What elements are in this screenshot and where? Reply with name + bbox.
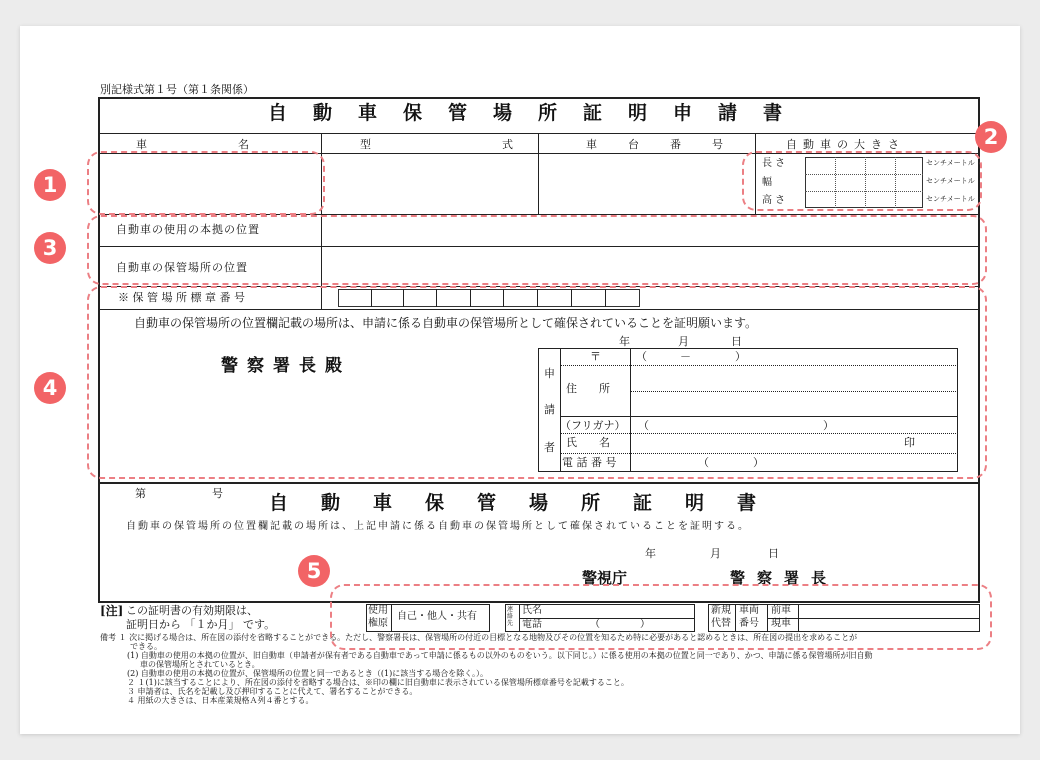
use-rights-2: 権原 bbox=[368, 618, 388, 629]
form-label: 別記様式第１号（第１条関係） bbox=[100, 83, 254, 96]
highlight-region-3 bbox=[87, 215, 987, 285]
form-title: 自動車保管場所証明申請書 bbox=[268, 102, 809, 124]
col-chassis-number: 車 台 番 号 bbox=[586, 138, 733, 151]
remark-line: 車の保管場所とされているとき。 bbox=[140, 660, 260, 669]
contact-name: 氏名 bbox=[522, 605, 542, 616]
col-vehicle-size: 自動車の大きさ bbox=[786, 138, 905, 151]
prev-car-label: 前車 bbox=[771, 605, 791, 616]
applicant-side-3: 者 bbox=[544, 441, 555, 454]
issuer-agency: 警視庁 bbox=[582, 569, 628, 587]
badge-1: 1 bbox=[34, 169, 66, 201]
remark-line: ２ １(1)に該当することにより、所在図の添付を省略する場合は、※印の欄に旧自動車に表示されている保管場所標章番号を記載すること。 bbox=[127, 678, 629, 687]
sign-number-label: ※ 保 管 場 所 標 章 番 号 bbox=[118, 291, 245, 304]
unit-length: センチメートル bbox=[926, 159, 975, 167]
size-width-label: 幅 bbox=[762, 177, 772, 188]
postal-mark: 〒 bbox=[590, 350, 601, 363]
storage-place-label: 自動車の保管場所の位置 bbox=[116, 261, 248, 274]
highlight-region-4 bbox=[87, 286, 987, 479]
new-replace-1: 新規 bbox=[711, 605, 731, 616]
remark-line: 備考 １ 次に掲げる場合は、所在図の添付を省略することができる。ただし、警察署長は、保管場所の付近の目標となる地物及びその位置を知るため特に必要があると認めるときは、所在図の提出を求めることが bbox=[100, 633, 858, 642]
remark-line: ４ 用紙の大きさは、日本産業規格Ａ列４番とする。 bbox=[127, 696, 314, 705]
highlight-region-2 bbox=[742, 151, 982, 211]
highlight-region-5 bbox=[330, 584, 992, 650]
col-car-name: 車 名 bbox=[136, 138, 289, 151]
contact-phone: 電話 bbox=[522, 619, 542, 630]
address-label: 住 所 bbox=[566, 382, 610, 395]
contact-paren: （ ） bbox=[590, 619, 650, 630]
unit-width: センチメートル bbox=[926, 177, 975, 185]
badge-4: 4 bbox=[34, 372, 66, 404]
vehicle-number-2: 番号 bbox=[739, 618, 759, 629]
unit-height: センチメートル bbox=[926, 195, 975, 203]
addressee: 警察署長殿 bbox=[221, 356, 351, 376]
badge-5: 5 bbox=[298, 555, 330, 587]
contact-side: 連絡先 bbox=[507, 606, 514, 627]
certificate-title: 自動車保管場所証明書 bbox=[269, 492, 790, 514]
phone-paren: （ ） bbox=[698, 456, 764, 469]
phone-label: 電 話 番 号 bbox=[562, 456, 617, 469]
badge-3: 3 bbox=[34, 232, 66, 264]
cert-year: 年 bbox=[645, 547, 656, 560]
furigana-paren: （ bbox=[638, 419, 649, 432]
cert-number-prefix: 第 bbox=[135, 487, 146, 500]
vehicle-number-1: 車両 bbox=[739, 605, 759, 616]
remark-line: (2) 自動車の使用の本拠の位置が、保管場所の位置と同一であるとき（(1)に該当する場合を除く。）。 bbox=[127, 669, 489, 678]
certificate-text: 自動車の保管場所の位置欄記載の場所は、上記申請に係る自動車の保管場所として確保されていることを証明する。 bbox=[126, 521, 750, 532]
cert-month: 月 bbox=[710, 547, 721, 560]
request-day: 日 bbox=[731, 335, 742, 348]
note-text-2: 証明日から 「１か月」 です。 bbox=[126, 618, 276, 631]
badge-2: 2 bbox=[975, 121, 1007, 153]
use-rights-1: 使用 bbox=[368, 605, 388, 616]
main-use-label: 自動車の使用の本拠の位置 bbox=[116, 223, 260, 236]
size-length-label: 長 さ bbox=[762, 158, 786, 169]
seal-mark: 印 bbox=[904, 436, 915, 449]
cert-day: 日 bbox=[768, 547, 779, 560]
request-year: 年 bbox=[619, 335, 630, 348]
remark-line: (1) 自動車の使用の本拠の位置が、旧自動車（申請者が保有者である自動車であって申請に係るもの以外のものをいう。以下同じ。）に係る使用の本拠の位置と同一であり、かつ、申請に係る保管場所が旧自動 bbox=[127, 651, 873, 660]
use-rights-options[interactable]: 自己・他人・共有 bbox=[397, 611, 477, 622]
request-month: 月 bbox=[678, 335, 689, 348]
postal-paren: （ － ） bbox=[636, 350, 746, 363]
remark-line: ３ 申請者は、氏名を記載し及び押印することに代えて、署名することができる。 bbox=[127, 687, 418, 696]
request-text: 自動車の保管場所の位置欄記載の場所は、申請に係る自動車の保管場所として確保されていることを証明願います。 bbox=[134, 316, 758, 330]
col-model: 型 式 bbox=[360, 138, 573, 151]
new-replace-2: 代替 bbox=[711, 618, 731, 629]
applicant-side-1: 申 bbox=[544, 367, 555, 380]
remark-line: できる。 bbox=[130, 642, 162, 651]
name-label: 氏 名 bbox=[566, 436, 610, 449]
note-text-1: この証明書の有効期限は、 bbox=[126, 604, 258, 617]
furigana-label: （フリガナ） bbox=[560, 419, 626, 432]
highlight-region-1 bbox=[87, 151, 325, 215]
cert-number-suffix: 号 bbox=[212, 487, 223, 500]
size-height-label: 高 さ bbox=[762, 195, 786, 206]
furigana-close: ） bbox=[823, 419, 834, 432]
applicant-side-2: 請 bbox=[544, 403, 555, 416]
note-label: [注] bbox=[100, 604, 124, 618]
current-car-label: 現車 bbox=[771, 618, 791, 629]
issuer-title: 警察署長 bbox=[730, 569, 839, 587]
